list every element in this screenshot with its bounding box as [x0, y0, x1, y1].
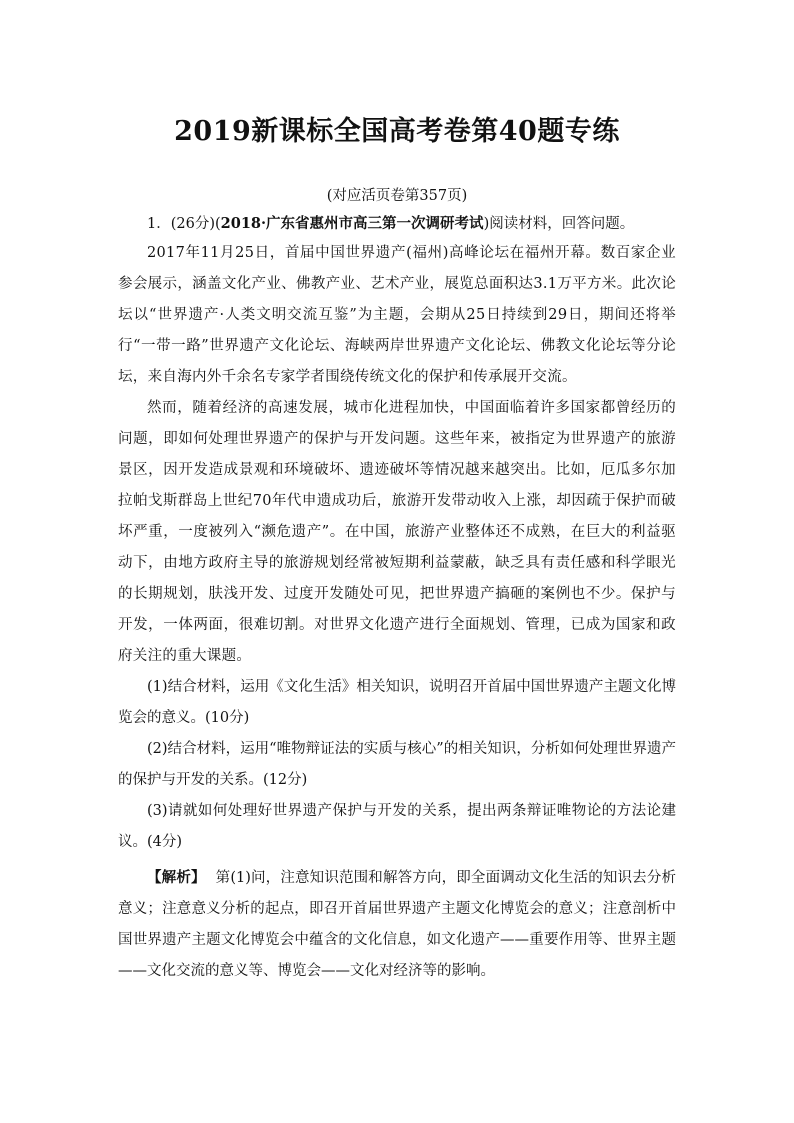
analysis-paragraph [118, 862, 676, 987]
question-source: 2018·广东省惠州市高三第一次调研考试 [220, 215, 484, 232]
document-page [118, 112, 676, 987]
question-prefix: 1．(26分)( [147, 216, 221, 232]
analysis-tag: 【解析】 [147, 869, 206, 886]
document-title: 2019新课标全国高考卷第40题专练 [174, 116, 620, 147]
material-paragraph: 2017年11月25日，首届中国世界遗产(福州)高峰论坛在福州开幕。数百家企业参会展示，涵盖文化产业、佛教产业、艺术产业，展览总面积达3.1万平方米。此次论坛以“世界遗产·人类文明交流互鉴”为主题，会期从25日持续到29日，期间还将举行“一带一路”世界遗产文化论坛、海峡两岸世界遗产文化论坛、佛教文化论坛等分论坛，来自海内外千余名专家学者围绕传统文化的保护和传承展开交流。 [118, 245, 676, 385]
question-suffix: )阅读材料，回答问题。 [483, 216, 635, 232]
document-subtitle: (对应活页卷第357页) [326, 188, 468, 204]
material-paragraph: 然而，随着经济的高速发展，城市化进程加快，中国面临着许多国家都曾经历的问题，即如何处理世界遗产的保护与开发问题。这些年来，被指定为世界遗产的旅游景区，因开发造成景观和环境破坏、遗迹破坏等情况越来越突出。比如，厄瓜多尔加拉帕戈斯群岛上世纪70年代申遗成功后，旅游开发带动收入上涨，却因疏于保护而破坏严重，一度被列入“濒危遗产”。在中国，旅游产业整体还不成熟，在巨大的利益驱动下，由地方政府主导的旅游规划经常被短期利益蒙蔽，缺乏具有责任感和科学眼光的长期规划，肤浅开发、过度开发随处可见，把世界遗产搞砸的案例也不少。保护与开发，一体两面，很难切割。对世界文化遗产进行全面规划、管理，已成为国家和政府关注的重大课题。 [118, 400, 676, 664]
sub-question: (1)结合材料，运用《文化生活》相关知识，说明召开首届中国世界遗产主题文化博览会的意义。(10分) [118, 679, 676, 726]
question-header [118, 210, 676, 238]
sub-question: (3)请就如何处理好世界遗产保护与开发的关系，提出两条辩证唯物论的方法论建议。(4分) [118, 803, 676, 850]
analysis-text: 第(1)问，注意知识范围和解答方向，即全面调动文化生活的知识去分析意义；注意意义分析的起点，即召开首届世界遗产主题文化博览会的意义；注意剖析中国世界遗产主题文化博览会中蕴含的文化信息，如文化遗产——重要作用等、世界主题——文化交流的意义等、博览会——文化对经济等的影响。 [118, 870, 677, 979]
sub-question: (2)结合材料，运用“唯物辩证法的实质与核心”的相关知识，分析如何处理世界遗产的保护与开发的关系。(12分) [118, 741, 676, 788]
